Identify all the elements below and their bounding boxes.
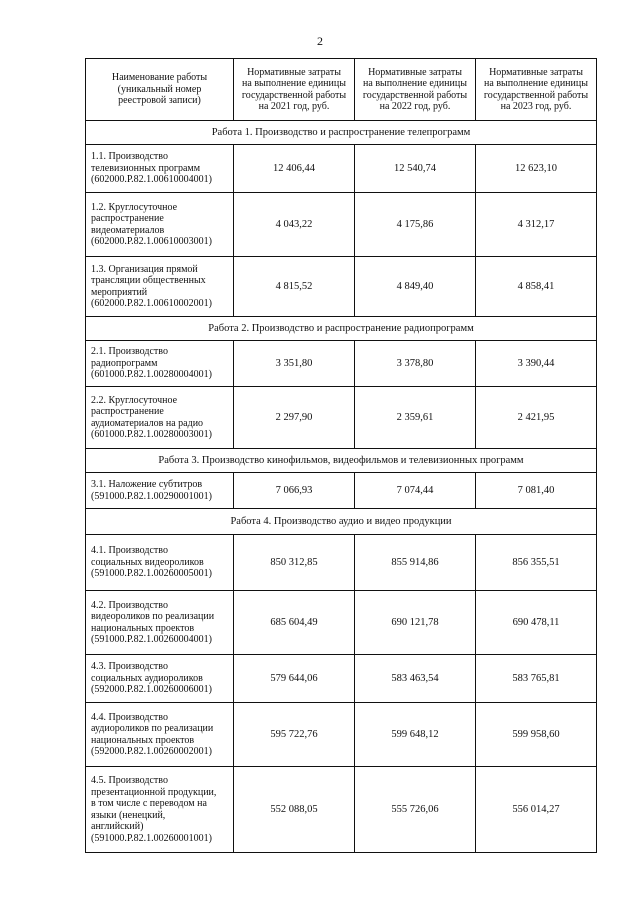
cost-2023: 4 858,41	[476, 257, 597, 317]
table-row	[86, 703, 597, 767]
cost-table	[85, 58, 597, 853]
text-line: аудиороликов по реализации	[91, 723, 214, 734]
text-line: реестровой записи)	[118, 95, 201, 107]
text-line: телевизионных программ	[91, 162, 201, 174]
text-line: на 2022 год, руб.	[379, 101, 451, 112]
text-line: аудиоматериалов на радио	[91, 417, 204, 429]
text-line: социальных видеороликов	[91, 556, 204, 568]
cost-2023: 556 014,27	[476, 767, 597, 853]
cost-2023: 7 081,40	[476, 473, 597, 509]
cost-2022: 3 378,80	[355, 341, 476, 387]
text-line: на 2023 год, руб.	[500, 101, 572, 112]
text-line: государственной работы	[362, 89, 468, 101]
work-name	[86, 655, 234, 703]
text-line: (592000.Р.82.1.00260002001)	[91, 746, 212, 757]
section-row	[86, 317, 597, 341]
cost-2022: 4 849,40	[355, 257, 476, 317]
text-line: Наименование работы	[111, 72, 208, 84]
text-line: распространение	[91, 406, 164, 417]
table-row	[86, 655, 597, 703]
cost-2023: 690 478,11	[476, 591, 597, 655]
cost-2023: 4 312,17	[476, 193, 597, 257]
work-name	[86, 341, 234, 387]
header-cost-2023	[476, 59, 597, 121]
text-line: Нормативные затраты	[368, 66, 462, 78]
cost-2023: 2 421,95	[476, 387, 597, 449]
table-row	[86, 473, 597, 509]
table-row	[86, 387, 597, 449]
text-line: 3.1. Наложение субтитров	[91, 479, 203, 490]
text-line: (592000.Р.82.1.00260006001)	[91, 684, 212, 696]
text-line: (601000.Р.82.1.00280004001)	[91, 369, 212, 381]
text-line: (уникальный номер	[117, 83, 202, 95]
cost-2021: 579 644,06	[234, 655, 355, 703]
cost-2021: 7 066,93	[234, 473, 355, 509]
work-name	[86, 703, 234, 767]
work-name	[86, 387, 234, 449]
text-line: презентационной продукции,	[91, 786, 217, 798]
text-line: (591000.Р.82.1.00260005001)	[91, 568, 212, 580]
section-row	[86, 449, 597, 473]
cost-2023: 3 390,44	[476, 341, 597, 387]
cost-2023: 12 623,10	[476, 145, 597, 193]
work-name	[86, 535, 234, 591]
text-line: видеороликов по реализации	[91, 611, 215, 622]
cost-2023: 583 765,81	[476, 655, 597, 703]
work-name	[86, 257, 234, 317]
table-row	[86, 257, 597, 317]
section-title-3: Работа 3. Производство кинофильмов, видеофильмов и телевизионных программ	[86, 449, 597, 473]
cost-2022: 4 175,86	[355, 193, 476, 257]
text-line: мероприятий	[91, 286, 148, 298]
table-row	[86, 591, 597, 655]
text-line: распространение	[91, 213, 164, 224]
work-name	[86, 193, 234, 257]
text-line: 4.3. Производство	[91, 661, 168, 673]
text-line: (591000.Р.82.1.00290001001)	[91, 490, 212, 502]
cost-2022: 690 121,78	[355, 591, 476, 655]
cost-2021: 2 297,90	[234, 387, 355, 449]
text-line: трансляции общественных	[91, 275, 206, 286]
text-line: английский)	[91, 821, 144, 832]
text-line: (602000.Р.82.1.00610004001)	[91, 174, 212, 186]
text-line: (591000.Р.82.1.00260004001)	[91, 634, 212, 645]
cost-2021: 850 312,85	[234, 535, 355, 591]
text-line: 1.2. Круглосуточное	[91, 201, 178, 213]
work-name	[86, 145, 234, 193]
text-line: 4.4. Производство	[91, 711, 168, 723]
table-row	[86, 535, 597, 591]
text-line: 4.5. Производство	[91, 775, 168, 786]
text-line: (602000.Р.82.1.00610002001)	[91, 298, 212, 309]
text-line: 1.3. Организация прямой	[91, 263, 198, 275]
cost-2021: 552 088,05	[234, 767, 355, 853]
cost-2021: 4 043,22	[234, 193, 355, 257]
text-line: на 2021 год, руб.	[258, 101, 330, 112]
section-row	[86, 509, 597, 535]
section-row	[86, 121, 597, 145]
text-line: 4.2. Производство	[91, 599, 168, 611]
table-row	[86, 145, 597, 193]
work-name	[86, 473, 234, 509]
text-line: языки (ненецкий,	[91, 809, 166, 821]
text-line: государственной работы	[483, 89, 589, 101]
table-row	[86, 341, 597, 387]
header-row	[86, 59, 597, 121]
text-line: национальных проектов	[91, 622, 195, 634]
cost-2022: 12 540,74	[355, 145, 476, 193]
text-line: Нормативные затраты	[489, 66, 583, 78]
text-line: на выполнение единицы	[484, 78, 588, 89]
text-line: национальных проектов	[91, 734, 195, 746]
text-line: (602000.Р.82.1.00610003001)	[91, 236, 212, 247]
text-line: государственной работы	[241, 89, 347, 101]
section-title-1: Работа 1. Производство и распространение телепрограмм	[86, 121, 597, 145]
cost-2021: 12 406,44	[234, 145, 355, 193]
text-line: (601000.Р.82.1.00280003001)	[91, 429, 212, 440]
cost-2022: 555 726,06	[355, 767, 476, 853]
table-row	[86, 193, 597, 257]
text-line: (591000.Р.82.1.00260001001)	[91, 832, 212, 844]
text-line: социальных аудиороликов	[91, 672, 203, 684]
text-line: Нормативные затраты	[247, 66, 341, 78]
header-cost-2022	[355, 59, 476, 121]
cost-2021: 685 604,49	[234, 591, 355, 655]
cost-2022: 7 074,44	[355, 473, 476, 509]
cost-2022: 855 914,86	[355, 535, 476, 591]
table-row	[86, 767, 597, 853]
text-line: 4.1. Производство	[91, 545, 168, 557]
cost-2022: 599 648,12	[355, 703, 476, 767]
cost-2022: 2 359,61	[355, 387, 476, 449]
cost-2021: 3 351,80	[234, 341, 355, 387]
page-number: 2	[317, 34, 323, 48]
cost-2021: 4 815,52	[234, 257, 355, 317]
text-line: в том числе с переводом на	[91, 798, 207, 809]
text-line: радиопрограмм	[91, 357, 158, 369]
text-line: видеоматериалов	[91, 224, 165, 236]
work-name	[86, 767, 234, 853]
text-line: 2.1. Производство	[91, 346, 168, 358]
cost-2023: 599 958,60	[476, 703, 597, 767]
cost-2023: 856 355,51	[476, 535, 597, 591]
header-work-name	[86, 59, 234, 121]
cost-2021: 595 722,76	[234, 703, 355, 767]
section-title-2: Работа 2. Производство и распространение радиопрограмм	[86, 317, 597, 341]
text-line: 2.2. Круглосуточное	[91, 394, 178, 406]
work-name	[86, 591, 234, 655]
header-cost-2021	[234, 59, 355, 121]
text-line: 1.1. Производство	[91, 151, 168, 163]
text-line: на выполнение единицы	[363, 78, 467, 89]
text-line: на выполнение единицы	[242, 78, 346, 89]
cost-2022: 583 463,54	[355, 655, 476, 703]
section-title-4: Работа 4. Производство аудио и видео продукции	[86, 509, 597, 535]
